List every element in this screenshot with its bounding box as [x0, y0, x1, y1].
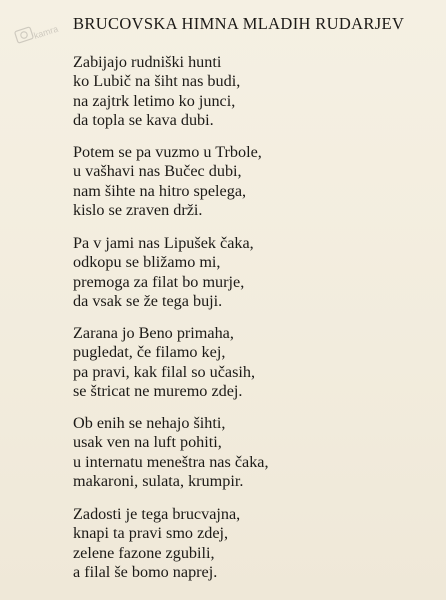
- watermark: [14, 20, 74, 50]
- verse-line: Pa v jami nas Lipušek čaka,: [73, 234, 254, 252]
- verse-line: a filal še bomo naprej.: [73, 562, 218, 581]
- stanza-5: [73, 414, 269, 491]
- verse-line: ko Lubič na šiht nas budi,: [73, 72, 241, 91]
- verse-line: pugledat, če filamo kej,: [73, 343, 226, 362]
- watermark-text: kamra: [32, 23, 60, 41]
- verse-line: Zabijajo rudniški hunti: [73, 53, 222, 71]
- verse-line: u vašhavi nas Bučec dubi,: [73, 162, 242, 181]
- verse-line: u internatu meneštra nas čaka,: [73, 452, 269, 471]
- verse-line: zelene fazone zgubili,: [73, 543, 215, 562]
- verse-line: Ob enih se nehajo šihti,: [73, 414, 226, 432]
- verse-line: knapi ta pravi smo zdej,: [73, 524, 229, 543]
- verse-line: premoga za filat bo murje,: [73, 272, 245, 291]
- verse-line: Zadosti je tega brucvajna,: [73, 505, 241, 523]
- verse-line: Zarana jo Beno primaha,: [73, 324, 234, 342]
- verse-line: da vsak se že tega buji.: [73, 291, 223, 310]
- verse-line: makaroni, sulata, krumpir.: [73, 471, 244, 490]
- verse-line: Potem se pa vuzmo u Trbole,: [73, 143, 262, 161]
- camera-logo-icon: [14, 20, 74, 50]
- verse-line: usak ven na luft pohiti,: [73, 433, 222, 452]
- stanza-3: [73, 234, 254, 311]
- stanza-1: [73, 53, 240, 130]
- verse-line: kislo se zraven drži.: [73, 200, 203, 219]
- verse-line: se štricat ne muremo zdej.: [73, 381, 243, 400]
- stanza-4: [73, 324, 255, 401]
- stanza-2: [73, 143, 262, 220]
- verse-line: odkopu se bližamo mi,: [73, 253, 221, 272]
- verse-line: na zajtrk letimo ko junci,: [73, 91, 236, 110]
- verse-line: nam šihte na hitro spelega,: [73, 181, 247, 200]
- verse-line: pa pravi, kak filal so učasih,: [73, 362, 256, 381]
- verse-line: da topla se kava dubi.: [73, 110, 214, 129]
- poem-title: BRUCOVSKA HIMNA MLADIH RUDARJEV: [73, 14, 405, 33]
- stanza-6: [73, 505, 240, 582]
